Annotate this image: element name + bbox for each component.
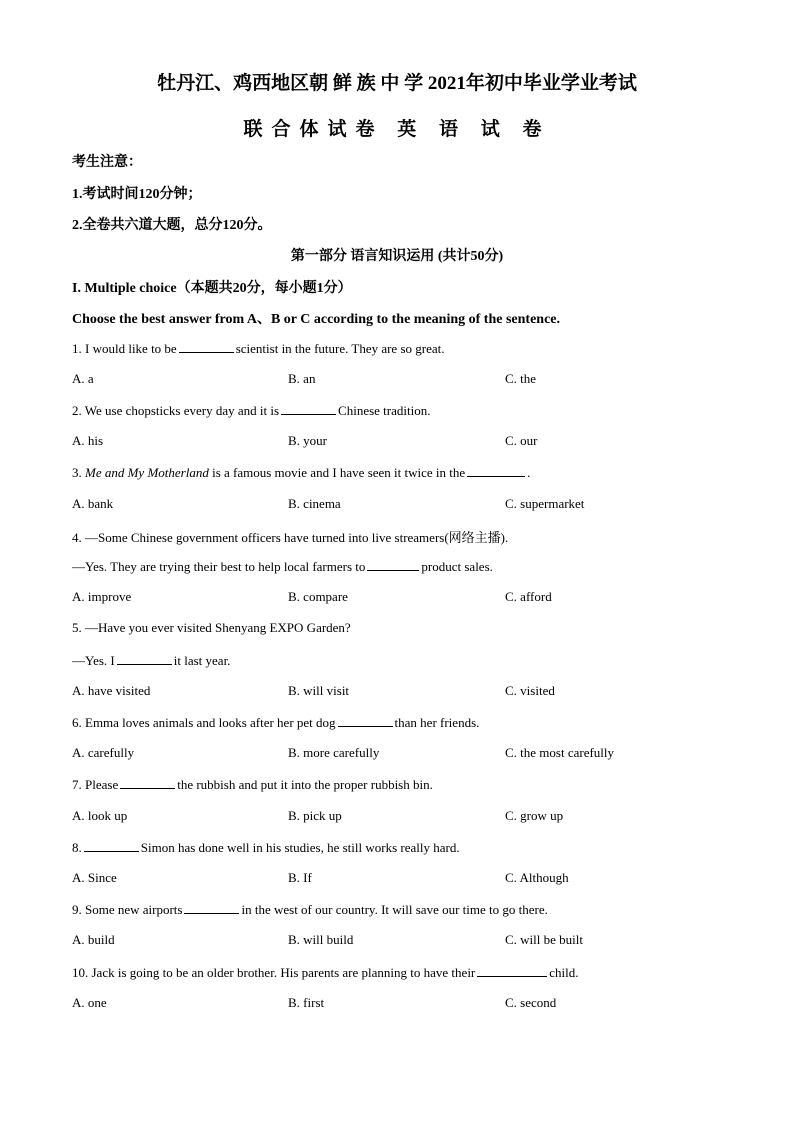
option-b: B. will build [288,932,354,947]
option-b: B. an [288,371,316,386]
options-9 [72,932,722,950]
section-instruction: Choose the best answer from A、B or C according to the meaning of the sentence. [72,312,561,327]
option-c: C. the most carefully [505,745,615,760]
option-a: A. carefully [72,745,135,760]
question-5-reply: —Yes. I it last year. [72,653,231,668]
options-2 [72,433,722,451]
movie-title: Me and My Motherland [85,465,209,480]
option-a: A. build [72,932,115,947]
answer-blank [467,464,525,477]
option-c: C. our [505,433,538,448]
option-c: C. supermarket [505,496,585,511]
question-4: 4. —Some Chinese government officers have turned into live streamers(网络主播). [72,530,509,545]
answer-blank [367,558,419,571]
part1-heading: 第一部分 语言知识运用 (共计50分) [290,249,504,264]
answer-blank [184,901,239,914]
question-3: 3. Me and My Motherland is a famous movie and I have seen it twice in the . [72,465,531,480]
option-a: A. look up [72,808,128,823]
question-9: 9. Some new airports in the west of our country. It will save our time to go there. [72,902,548,917]
option-c: C. visited [505,683,555,698]
option-b: B. pick up [288,808,342,823]
option-a: A. one [72,995,107,1010]
option-a: A. a [72,371,94,386]
option-b: B. will visit [288,683,350,698]
option-a: A. have visited [72,683,151,698]
answer-blank [338,714,393,727]
option-b: B. compare [288,589,348,604]
section-title: I. Multiple choice（本题共20分，每小题1分） [72,281,352,296]
options-5 [72,683,722,701]
option-b: B. If [288,870,312,885]
question-6: 6. Emma loves animals and looks after her pet dog than her friends. [72,715,480,730]
notice-heading: 考生注意： [72,155,142,170]
option-c: C. Although [505,870,569,885]
options-1 [72,371,722,389]
options-6 [72,745,722,763]
question-8: 8. Simon has done well in his studies, he still works really hard. [72,840,460,855]
question-5: 5. —Have you ever visited Shenyang EXPO Garden? [72,620,351,635]
options-10 [72,995,722,1013]
option-a: A. Since [72,870,117,885]
question-1: 1. I would like to be scientist in the future. They are so great. [72,341,445,356]
options-8 [72,870,722,888]
question-10: 10. Jack is going to be an older brother. His parents are planning to have their child. [72,965,579,980]
exam-title-line1: 牡丹江、鸡西地区朝 鲜 族 中 学 2021年初中毕业学业考试 [157,73,637,94]
notice-item-1: 1.考试时间120分钟； [72,187,202,202]
answer-blank [120,776,175,789]
answer-blank [117,652,172,665]
option-a: A. his [72,433,104,448]
option-c: C. second [505,995,557,1010]
option-b: B. your [288,433,327,448]
option-b: B. more carefully [288,745,380,760]
answer-blank [477,964,547,977]
options-7 [72,808,722,826]
option-c: C. the [505,371,537,386]
question-4-reply: —Yes. They are trying their best to help local farmers to product sales. [72,559,493,574]
option-c: C. afford [505,589,552,604]
option-a: A. improve [72,589,132,604]
answer-blank [179,340,234,353]
question-7: 7. Please the rubbish and put it into the proper rubbish bin. [72,777,433,792]
option-b: B. cinema [288,496,341,511]
answer-blank [281,402,336,415]
option-a: A. bank [72,496,114,511]
option-c: C. grow up [505,808,564,823]
question-2: 2. We use chopsticks every day and it is Chinese tradition. [72,403,431,418]
notice-item-2: 2.全卷共六道大题，总分120分。 [72,218,272,233]
option-c: C. will be built [505,932,583,947]
option-b: B. first [288,995,325,1010]
exam-title-line2: 联合体试卷 英 语 试 卷 [243,119,551,140]
answer-blank [84,839,139,852]
options-4 [72,589,722,607]
options-3 [72,496,722,514]
